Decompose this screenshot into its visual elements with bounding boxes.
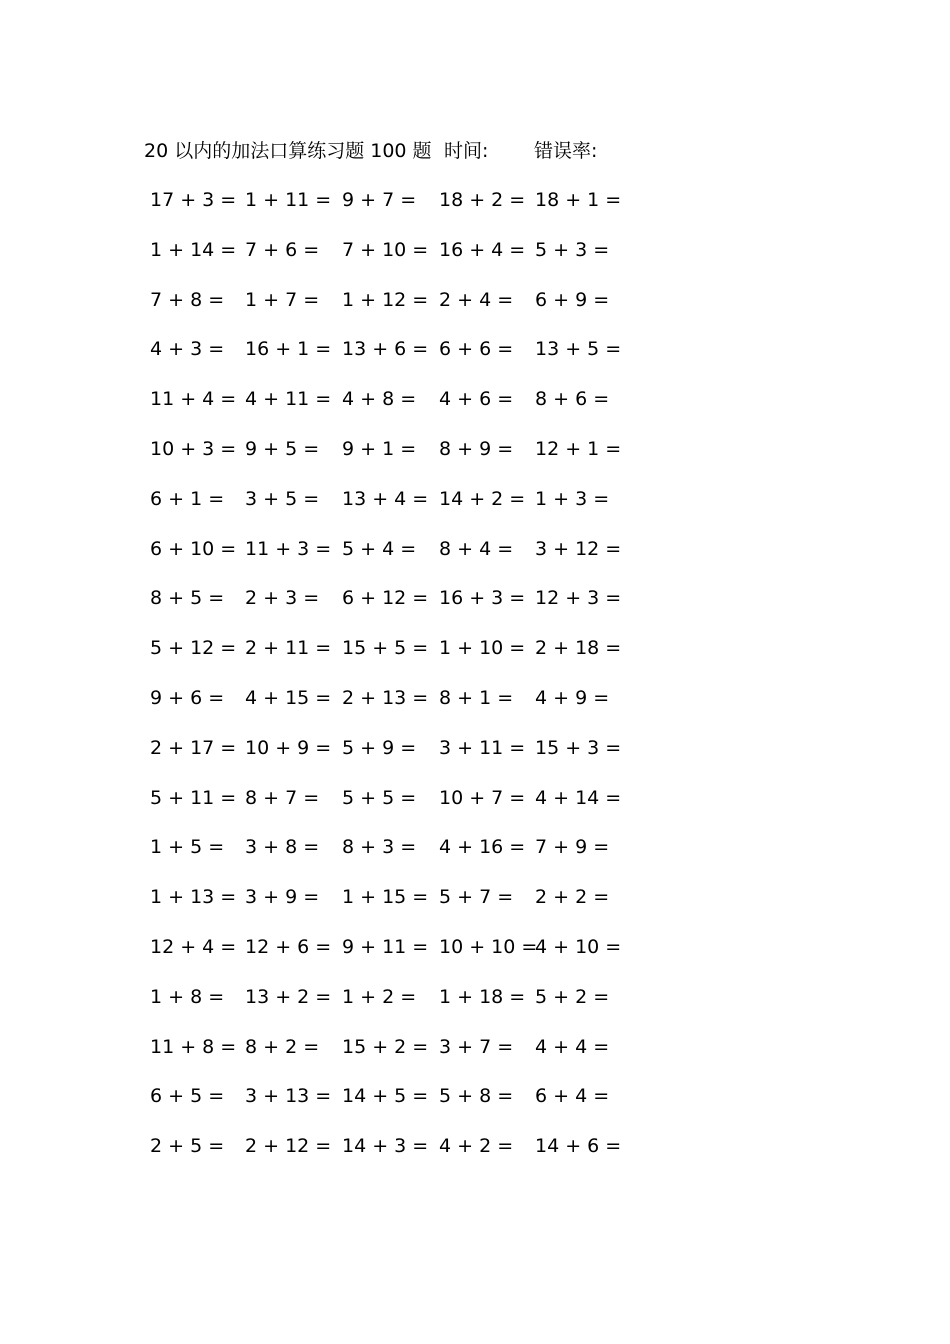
problem-item: 16 + 1 =: [245, 338, 332, 361]
problem-item: 8 + 5 =: [150, 587, 225, 610]
problem-row: [0, 832, 950, 862]
problem-row: [0, 783, 950, 813]
problem-item: 2 + 12 =: [245, 1135, 332, 1158]
problem-item: 8 + 3 =: [342, 836, 417, 859]
problem-item: 9 + 6 =: [150, 687, 225, 709]
problem-item: 10 + 3 =: [150, 438, 237, 460]
problem-item: 6 + 1 =: [150, 487, 225, 510]
problem-item: 1 + 13 =: [150, 886, 237, 909]
problem-item: 15 + 3 =: [535, 736, 622, 759]
problem-item: 16 + 3 =: [439, 587, 526, 610]
problem-item: 7 + 10 =: [342, 238, 429, 261]
error-rate-label: 错误率:: [534, 140, 598, 162]
problem-item: 7 + 6 =: [245, 238, 320, 261]
problem-item: 6 + 6 =: [439, 338, 514, 361]
problem-item: 2 + 17 =: [150, 736, 237, 759]
problem-item: 6 + 9 =: [535, 288, 610, 311]
problem-item: 2 + 5 =: [150, 1135, 225, 1158]
problem-item: 18 + 2 =: [439, 189, 526, 211]
problem-row: [0, 1032, 950, 1062]
problem-row: [0, 285, 950, 315]
problem-item: 11 + 4 =: [150, 388, 237, 411]
problem-row: [0, 683, 950, 713]
problem-item: 1 + 12 =: [342, 288, 429, 311]
problem-row: [0, 932, 950, 962]
worksheet-title: 20 以内的加法口算练习题 100 题: [144, 140, 432, 162]
problem-item: 2 + 4 =: [439, 288, 514, 311]
problem-item: 17 + 3 =: [150, 189, 237, 211]
problem-item: 5 + 2 =: [535, 985, 610, 1008]
problem-item: 12 + 6 =: [245, 936, 332, 958]
problem-item: 1 + 5 =: [150, 836, 225, 859]
problem-item: 6 + 12 =: [342, 587, 429, 610]
problem-item: 4 + 15 =: [245, 687, 332, 709]
problem-item: 13 + 4 =: [342, 487, 429, 510]
problem-item: 5 + 12 =: [150, 637, 237, 660]
problem-item: 18 + 1 =: [535, 189, 622, 211]
problem-item: 15 + 5 =: [342, 637, 429, 660]
problem-item: 14 + 5 =: [342, 1085, 429, 1108]
problem-item: 1 + 18 =: [439, 985, 526, 1008]
problem-item: 2 + 3 =: [245, 587, 320, 610]
problem-item: 6 + 10 =: [150, 537, 237, 560]
problem-item: 4 + 6 =: [439, 388, 514, 411]
problem-item: 1 + 10 =: [439, 637, 526, 660]
problem-row: [0, 384, 950, 414]
problem-item: 13 + 5 =: [535, 338, 622, 361]
problem-item: 5 + 3 =: [535, 238, 610, 261]
problem-item: 5 + 11 =: [150, 786, 237, 809]
problem-item: 8 + 1 =: [439, 687, 514, 709]
problem-item: 8 + 7 =: [245, 786, 320, 809]
problem-item: 8 + 9 =: [439, 438, 514, 460]
problem-item: 5 + 7 =: [439, 886, 514, 909]
problem-row: [0, 733, 950, 763]
problem-row: [0, 882, 950, 912]
problem-row: [0, 583, 950, 613]
problem-item: 3 + 7 =: [439, 1035, 514, 1058]
problem-item: 3 + 13 =: [245, 1085, 332, 1108]
problem-item: 3 + 9 =: [245, 886, 320, 909]
problem-item: 3 + 5 =: [245, 487, 320, 510]
problem-row: [0, 633, 950, 663]
problem-item: 2 + 13 =: [342, 687, 429, 709]
problem-row: [0, 185, 950, 215]
problem-item: 2 + 2 =: [535, 886, 610, 909]
problem-item: 2 + 18 =: [535, 637, 622, 660]
problem-item: 1 + 7 =: [245, 288, 320, 311]
problem-item: 1 + 8 =: [150, 985, 225, 1008]
problem-item: 4 + 3 =: [150, 338, 225, 361]
problem-item: 6 + 5 =: [150, 1085, 225, 1108]
problem-item: 8 + 4 =: [439, 537, 514, 560]
problem-item: 12 + 1 =: [535, 438, 622, 460]
problem-item: 10 + 10 =: [439, 936, 538, 958]
problem-item: 14 + 2 =: [439, 487, 526, 510]
problem-item: 15 + 2 =: [342, 1035, 429, 1058]
problem-item: 3 + 8 =: [245, 836, 320, 859]
problem-item: 4 + 10 =: [535, 936, 622, 958]
problem-item: 7 + 8 =: [150, 288, 225, 311]
problem-item: 4 + 16 =: [439, 836, 526, 859]
problem-row: [0, 334, 950, 364]
problem-row: [0, 982, 950, 1012]
problem-item: 5 + 4 =: [342, 537, 417, 560]
problem-item: 4 + 11 =: [245, 388, 332, 411]
problem-item: 5 + 8 =: [439, 1085, 514, 1108]
problem-item: 7 + 9 =: [535, 836, 610, 859]
problem-item: 9 + 5 =: [245, 438, 320, 460]
problem-item: 13 + 6 =: [342, 338, 429, 361]
problem-item: 12 + 4 =: [150, 936, 237, 958]
problem-item: 16 + 4 =: [439, 238, 526, 261]
problem-item: 9 + 7 =: [342, 189, 417, 211]
time-label: 时间:: [444, 140, 489, 162]
problem-item: 2 + 11 =: [245, 637, 332, 660]
problem-item: 5 + 9 =: [342, 736, 417, 759]
problem-row: [0, 534, 950, 564]
problem-item: 1 + 14 =: [150, 238, 237, 261]
problem-item: 14 + 6 =: [535, 1135, 622, 1158]
problem-row: [0, 484, 950, 514]
problem-item: 4 + 9 =: [535, 687, 610, 709]
problem-item: 12 + 3 =: [535, 587, 622, 610]
problem-item: 13 + 2 =: [245, 985, 332, 1008]
problem-item: 10 + 9 =: [245, 736, 332, 759]
problem-item: 1 + 11 =: [245, 189, 332, 211]
problem-item: 9 + 1 =: [342, 438, 417, 460]
problem-item: 4 + 14 =: [535, 786, 622, 809]
problem-item: 1 + 2 =: [342, 985, 417, 1008]
problem-item: 1 + 3 =: [535, 487, 610, 510]
problem-item: 8 + 2 =: [245, 1035, 320, 1058]
problem-item: 4 + 2 =: [439, 1135, 514, 1158]
problem-item: 4 + 4 =: [535, 1035, 610, 1058]
problem-item: 14 + 3 =: [342, 1135, 429, 1158]
problem-item: 5 + 5 =: [342, 786, 417, 809]
problem-row: [0, 1131, 950, 1161]
problem-item: 6 + 4 =: [535, 1085, 610, 1108]
problem-item: 9 + 11 =: [342, 936, 429, 958]
problem-item: 8 + 6 =: [535, 388, 610, 411]
problem-row: [0, 1081, 950, 1111]
problem-item: 10 + 7 =: [439, 786, 526, 809]
problem-item: 11 + 8 =: [150, 1035, 237, 1058]
problem-item: 1 + 15 =: [342, 886, 429, 909]
problem-item: 4 + 8 =: [342, 388, 417, 411]
problem-row: [0, 235, 950, 265]
problem-item: 11 + 3 =: [245, 537, 332, 560]
problem-item: 3 + 11 =: [439, 736, 526, 759]
problem-item: 3 + 12 =: [535, 537, 622, 560]
problem-row: [0, 434, 950, 464]
